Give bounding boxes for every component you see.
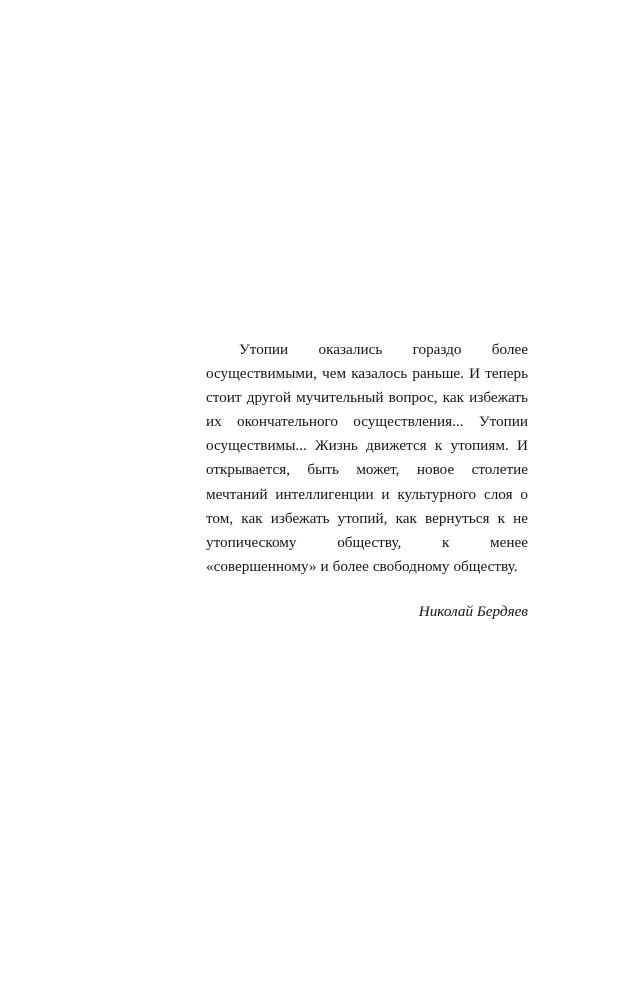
epigraph-block [206,338,528,624]
epigraph-attribution: Николай Бердяев [418,602,528,620]
epigraph-body-text: Утопии оказались гораздо более осуществимыми, чем казалось раньше. И теперь стоит другой мучительный вопрос, как избежать их окончательного осуществления... Утопии осуществимы... Жизнь движется к утопиям. И открывается, быть может, новое столетие мечтаний интеллигенции и культурного слоя о том, как избежать утопий, как вернуться к не утопическому обществу, к менее «совершенному» и более свободному обществу. [206,341,528,575]
